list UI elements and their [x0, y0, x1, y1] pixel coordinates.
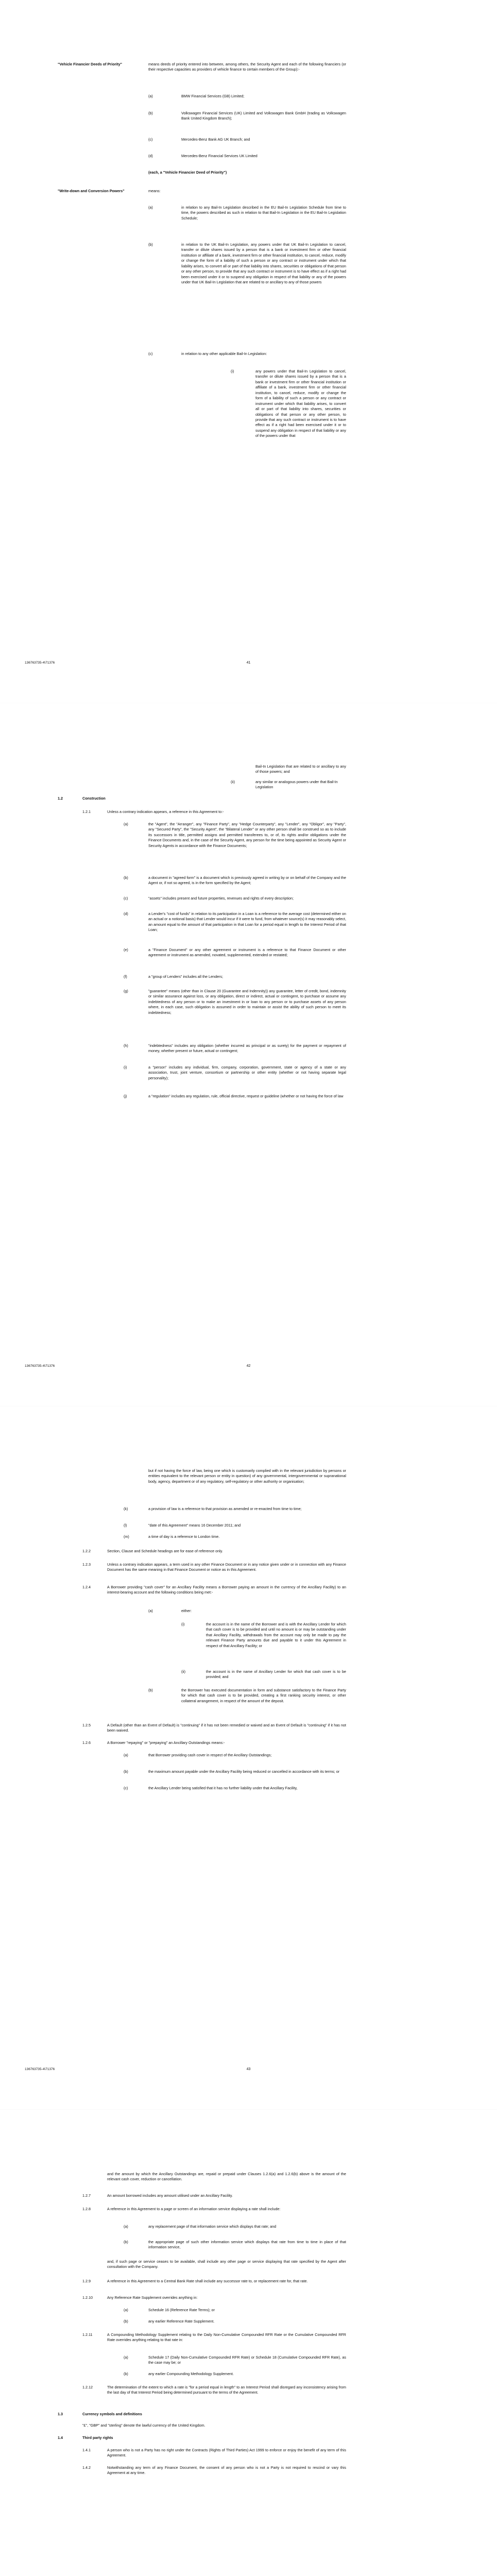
vf-item-label: (d)	[148, 154, 153, 158]
item-text: a "group of Lenders" includes all the Lenders;	[148, 974, 223, 979]
item-label: (a)	[148, 1608, 153, 1613]
clause-text: A Compounding Methodology Supplement relating to the Daily Non-Cumulative Compounded RFR Rate or the Cumulative Compounded RFR Rate overrides anything relating to that rate in:	[107, 2332, 346, 2343]
clause-number: 1.2.2	[82, 1549, 91, 1553]
item-label: (e)	[124, 947, 128, 952]
vf-item-label: (b)	[148, 111, 153, 115]
clause-tail: and, if such page or service ceases to be available, shall include any other page or service displaying that rate specified by the Agent after consultation with the Company.	[107, 2259, 346, 2269]
item-label: (b)	[124, 2371, 128, 2376]
section-number: 1.2	[58, 796, 63, 801]
wd-c-i-label: (i)	[231, 369, 234, 374]
vf-item-label: (c)	[148, 137, 153, 142]
vf-each: (each, a "Vehicle Financier Deed of Priority")	[148, 170, 227, 175]
item-label: (b)	[124, 875, 128, 880]
clause-text: A Borrower "repaying" or "prepaying" an Ancillary Outstandings means:-	[107, 1740, 225, 1745]
item-text: any similar or analogous powers under that Bail-In Legislation	[255, 779, 338, 790]
clause-number: 1.2.3	[82, 1562, 91, 1567]
item-text: the account is in the name of Ancillary Lender for which that cash cover is to be provided; and	[206, 1669, 346, 1680]
clause-number: 1.2.1	[82, 809, 91, 814]
clause-number: 1.2.4	[82, 1585, 91, 1589]
page-41	[0, 0, 497, 703]
item-label: (ii)	[231, 779, 235, 784]
clause-text: A reference in this Agreement to a Central Bank Rate shall include any successor rate to, or replacement rate for, that rate.	[107, 2279, 308, 2283]
item-label: (g)	[124, 989, 128, 993]
item-label: (b)	[124, 2319, 128, 2324]
wd-item-text: in relation to the UK Bail-In Legislation, any powers under that UK Bail-In Legislation to cancel, transfer or dilute shares issued by a person that is a bank or investment firm or other financial institution or affiliate of a bank, investment firm or other financial institution, to cancel, reduce, modify or change the form of a liability of such a person or any contract or instrument under which that liability arises, to convert all or part of that liability into shares, securities or obligations of that person or any other person, to provide that any such contract or instrument is to have effect as if a right had been exercised under it or to suspend any obligation in respect of that liability or any of the powers under that UK Bail-In Legislation that are related to or ancillary to any of those powers	[181, 242, 346, 285]
page-43	[0, 1406, 497, 2109]
item-text: a Lender's "cost of funds" in relation to its participation in a Loan is a reference to the average cost (determined either on an actual or a notional basis) that Lender would incur if it were to fund, from whatever source(s) it may reasonably select, an amount equal to the amount of that participation in that Loan for a period equal in length to the Interest Period of that Loan;	[148, 911, 346, 933]
doc-ref: 136763735-4\71376	[25, 1364, 55, 1368]
clause-text: A Default (other than an Event of Default) is "continuing" if it has not been remedied or waived and an Event of Default is "continuing" if it has not been waived.	[107, 1723, 346, 1733]
section-title: Third party rights	[82, 2435, 113, 2440]
vfdp-intro: means deeds of priority entered into between, among others, the Security Agent and each of the following financiers (or their respective capacities as providers of vehicle finance to certain members of the Group):-	[148, 62, 346, 72]
item-label: (a)	[124, 2308, 128, 2312]
item-text: a "person" includes any individual, firm, company, corporation, government, state or agency of a state or any association, trust, joint venture, consortium or partnership or other entity (whether or not having separate legal personality);	[148, 1065, 346, 1080]
item-label: (d)	[124, 911, 128, 916]
item-label: (m)	[124, 1534, 129, 1539]
item-text: "date of this Agreement" means 16 December 2011; and	[148, 1523, 241, 1528]
item-text: Schedule 16 (Reference Rate Terms); or	[148, 2308, 215, 2312]
item-text: a document in "agreed form" is a document which is previously agreed in writing by or on behalf of the Company and the Agent or, if not so agreed, is in the form specified by the Agent;	[148, 875, 346, 886]
item-label: (b)	[148, 1688, 153, 1692]
clause-text: A reference in this Agreement to a page or screen of an information service displaying a rate shall include:	[107, 2207, 281, 2211]
clause-text: A person who is not a Party has no right under the Contracts (Rights of Third Parties) Act 1999 to enforce or enjoy the benefit of any term of this Agreement.	[107, 2448, 346, 2458]
item-label: (k)	[124, 1506, 128, 1511]
item-label: (i)	[181, 1622, 185, 1626]
section-text: "£", "GBP" and "sterling" denote the lawful currency of the United Kingdom.	[82, 2423, 205, 2428]
item-label: (j)	[124, 1094, 127, 1098]
item-text: the maximum amount payable under the Ancillary Facility being reduced or cancelled in accordance with its terms; or	[148, 1769, 340, 1774]
section-title: Construction	[82, 796, 106, 801]
page-44	[0, 2110, 497, 2576]
doc-ref: 136763735-4\71376	[25, 2067, 55, 2071]
item-text: any replacement page of that information service which displays that rate; and	[148, 2224, 277, 2229]
item-text: a time of day is a reference to London time.	[148, 1534, 220, 1539]
item-label: (a)	[124, 2355, 128, 2360]
clause-number: 1.2.5	[82, 1723, 91, 1727]
continued-text: but if not having the force of law, being one which is customarily complied with in the relevant jurisdiction by persons or entities equivalent to the relevant person or entity in question) of any governmental, intergovernmental or supranational body, agency, department or of any regulatory, self-regulatory or other authority or organisation;	[148, 1468, 346, 1484]
wd-item-label: (c)	[148, 351, 153, 356]
clause-text: Unless a contrary indication appears, a reference in this Agreement to:-	[107, 809, 224, 814]
item-label: (h)	[124, 1043, 128, 1048]
item-text: the Borrower has executed documentation in form and substance satisfactory to the Finance Party for which that cash cover is to be provided, creating a first ranking security interest, or other collateral arrangement, in respect of the amount of the deposit.	[181, 1688, 346, 1703]
item-text: any earlier Compounding Methodology Supplement.	[148, 2371, 234, 2376]
clause-number: 1.2.9	[82, 2279, 91, 2283]
vfdp-term: "Vehicle Financier Deeds of Priority"	[58, 62, 123, 66]
vf-item-label: (a)	[148, 94, 153, 98]
clause-text: Notwithstanding any term of any Finance Document, the consent of any person who is not a Party is not required to rescind or vary this Agreement at any time.	[107, 2465, 346, 2476]
item-text: a "regulation" includes any regulation, rule, official directive, request or guideline (whether or not having the force of law	[148, 1094, 344, 1098]
item-text: the account is in the name of the Borrower and is with the Ancillary Lender for which that cash cover is to be provided and until no amount is or may be outstanding under that Ancillary Facility, withdrawals from the account may only be made to pay the relevant Finance Party amounts due and payable to it under this Agreement in respect of that Ancillary Facility; or	[206, 1622, 346, 1648]
wd-item-label: (a)	[148, 205, 153, 210]
doc-ref: 136763735-4\71376	[25, 661, 55, 665]
item-text: "assets" includes present and future properties, revenues and rights of every description;	[148, 896, 294, 901]
clause-text: Any Reference Rate Supplement overrides anything in:	[107, 2295, 198, 2300]
continued-text: and the amount by which the Ancillary Outstandings are, repaid or prepaid under Clauses 1.2.6(a) and 1.2.6(b) above is the amount of the relevant cash cover, reduction or cancellation.	[107, 2172, 346, 2182]
clause-text: A Borrower providing "cash cover" for an Ancillary Facility means a Borrower paying an amount in the currency of the Ancillary Facility) to an interest-bearing account and the following conditions being met:-	[107, 1585, 346, 1595]
clause-number: 1.2.7	[82, 2193, 91, 2198]
wd-item-text: in relation to any other applicable Bail-In Legislation:	[181, 351, 267, 356]
section-number: 1.4	[58, 2435, 63, 2440]
item-label: (c)	[124, 896, 128, 901]
page-number: 42	[246, 1364, 251, 1368]
item-text: any earlier Reference Rate Supplement.	[148, 2319, 215, 2324]
clause-number: 1.4.2	[82, 2465, 91, 2470]
item-text: "indebtedness" includes any obligation (whether incurred as principal or as surety) for the payment or repayment of money, whether present or future, actual or contingent;	[148, 1043, 346, 1054]
item-label: (c)	[124, 1786, 128, 1790]
item-text: a provision of law is a reference to that provision as amended or re-enacted from time to time;	[148, 1506, 302, 1511]
clause-text: Section, Clause and Schedule headings are for ease of reference only.	[107, 1549, 223, 1553]
clause-text: An amount borrowed includes any amount utilised under an Ancillary Facility.	[107, 2193, 233, 2198]
item-text: the appropriate page of such other information service which displays that rate from time to time in place of that information service,	[148, 2240, 346, 2250]
clause-number: 1.2.10	[82, 2295, 93, 2300]
page-number: 41	[246, 661, 251, 665]
item-text: Schedule 17 (Daily Non-Cumulative Compounded RFR Rate) or Schedule 18 (Cumulative Compounded RFR Rate), as the case may be; or	[148, 2355, 346, 2365]
item-text: a "Finance Document" or any other agreement or instrument is a reference to that Finance Document or other agreement or instrument as amended, novated, supplemented, extended or restated;	[148, 947, 346, 958]
item-label: (ii)	[181, 1669, 185, 1674]
wd-item-label: (b)	[148, 242, 153, 247]
clause-number: 1.2.12	[82, 2385, 93, 2389]
item-text: the Ancillary Lender being satisfied that it has no further liability under that Ancillary Facility,	[148, 1786, 298, 1790]
continued-text: Bail-In Legislation that are related to or ancillary to any of those powers; and	[255, 764, 346, 774]
section-title: Currency symbols and definitions	[82, 2412, 142, 2416]
item-label: (l)	[124, 1523, 127, 1528]
clause-number: 1.2.8	[82, 2207, 91, 2211]
wd-c-i-text: any powers under that Bail-In Legislation to cancel, transfer or dilute shares issued by a person that is a bank or investment firm or other financial institution or affiliate of a bank, investment firm or other financial institution, to cancel, reduce, modify or change the form of a liability of such a person or any contract or instrument under which that liability arises, to convert all or part of that liability into shares, securities or obligations of that person or any other person, to provide that any such contract or instrument is to have effect as if a right had been exercised under it or to suspend any obligation in respect of that liability or any of the powers under that	[255, 369, 346, 438]
clause-number: 1.2.6	[82, 1740, 91, 1745]
clause-number: 1.2.11	[82, 2332, 93, 2337]
section-number: 1.3	[58, 2412, 63, 2416]
wd-term: "Write-down and Conversion Powers"	[58, 189, 125, 193]
item-label: (a)	[124, 1753, 128, 1757]
wd-means: means:	[148, 189, 161, 193]
item-label: (f)	[124, 974, 127, 979]
vf-item-text: Volkswagen Financial Services (UK) Limited and Volkswagen Bank GmbH (trading as Volkswagen Bank United Kingdom Branch);	[181, 111, 346, 121]
item-text: "guarantee" means (other than in Clause 20 (Guarantee and Indemnity)) any guarantee, letter of credit, bond, indemnity or similar assurance against loss, or any obligation, direct or indirect, actual or contingent, to purchase or assume any indebtedness of any person or to make an investment in or loan to any person or to purchase assets of any person where, in each case, such obligation is assumed in order to maintain or assist the ability of such person to meet its indebtedness;	[148, 989, 346, 1015]
item-text: that Borrower providing cash cover in respect of the Ancillary Outstandings;	[148, 1753, 272, 1757]
item-text: the "Agent", the "Arranger", any "Finance Party", any "Hedge Counterparty", any "Lender", any "Obligor", any "Party", any "Secured Party", the "Security Agent", the "Bilateral Lender" or any other person shall be construed so as to include its successors in title, permitted assigns and permitted transferees to, or of, its rights and/or obligations under the Finance Documents and, in the case of the Security Agent, any person for the time being appointed as Security Agent or Security Agents in accordance with the Finance Documents;	[148, 822, 346, 848]
page-42	[0, 703, 497, 1406]
item-label: (i)	[124, 1065, 127, 1070]
item-label: (b)	[124, 1769, 128, 1774]
item-label: (a)	[124, 2224, 128, 2229]
vf-item-text: Mercedes-Benz Bank AG UK Branch; and	[181, 137, 250, 142]
clause-number: 1.4.1	[82, 2448, 91, 2452]
vf-item-text: Mercedes-Benz Financial Services UK Limited	[181, 154, 258, 158]
item-label: (a)	[124, 822, 128, 826]
clause-text: The determination of the extent to which a rate is "for a period equal in length" to an Interest Period shall disregard any inconsistency arising from the last day of that Interest Period being determined pursuant to the terms of the Agreement.	[107, 2385, 346, 2395]
wd-item-text: in relation to any Bail-In Legislation described in the EU Bail-In Legislation Schedule from time to time, the powers described as such in relation to that Bail-In Legislation in the EU Bail-In Legislation Schedule;	[181, 205, 346, 221]
item-text: either:	[181, 1608, 192, 1613]
vf-item-text: BMW Financial Services (GB) Limited;	[181, 94, 245, 98]
clause-text: Unless a contrary indication appears, a term used in any other Finance Document or in any notice given under or in connection with any Finance Document has the same meaning in that Finance Document or notice as in this Agreement.	[107, 1562, 346, 1572]
item-label: (b)	[124, 2240, 128, 2244]
page-number: 43	[246, 2067, 251, 2071]
